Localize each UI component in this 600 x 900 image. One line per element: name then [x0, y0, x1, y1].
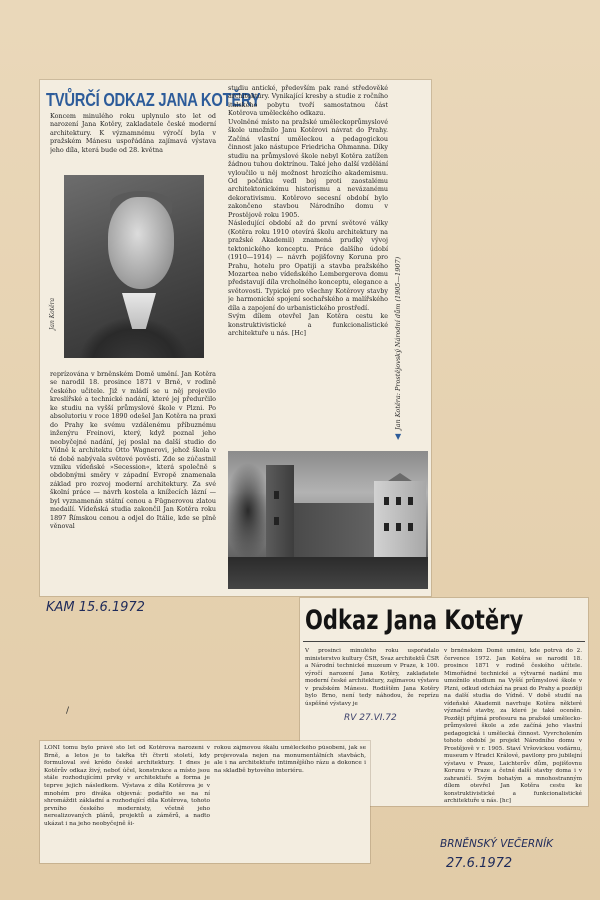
portrait-credit: Jan Kotěra — [49, 297, 56, 330]
handwritten-source-brnensky-vecernik: BRNĚNSKÝ VEČERNÍK — [440, 838, 554, 850]
clipping-2-col2: v brněnském Domě umění, kde potrvá do 2. července 1972. Jan Kotěra se narodil 18. prosince 1871 v rodině českého učitele. Mimořádné technické a výtvarné nadání mu umožnilo studium na Vyšší průmyslové škole v Plzni, odkud odchází na praxi do Prahy a později na další studia do Vídně. V době studií na vídeňské Akademii navrhuje Kotěra některé význačné stavby, za které je také oceněn. Později přijímá profesuru na pražské umělecko-průmyslové škole a zde začíná jeho vlastní pedagogická i umělecká činnost. Vyvrcholením tohoto období je projekt Národního domu v Prostějově v r. 1905. Staví Vršovickou vodárnu, museum v Hradci Králové, pavilony pro jubilejní výstavu v Praze, Laichterův dům, pojišťovnu Korunu v Praze a četné další stavby doma i v zahraničí. Svým bohatým a mnohostranným dílem otevřel Jan Kotěra cestu ke konstruktivistické a funkcionalistické architektuře u nás. [hc] — [444, 648, 582, 803]
handwritten-date-1972: 27.6.1972 — [446, 856, 513, 871]
handwritten-source-kam: KAM 15.6.1972 — [46, 600, 145, 615]
prostejov-national-house-photo — [228, 451, 428, 589]
clipping-2-col1: V prosinci minulého roku uspořádalo ministerstvo kultury ČSR, Svaz architektů ČSR a Národní technické muzeum v Praze, k 100. výročí narození Jana Kotěry, zakladatele moderní české architektury, zajímavou výstavu v pražském Mánesu. Rodištěm Jana Kotěry bylo Brno, není tedy náhodou, že reprízu úspěšné výstavy je — [305, 648, 439, 707]
handwritten-date-rv: RV 27.VI.72 — [344, 713, 397, 723]
caption-arrow-icon: ▼ — [395, 432, 402, 441]
clipping-1-title: TVŮRČÍ ODKAZ JANA KOTĚRY — [46, 90, 261, 110]
clipping-3-col1: LONI tomu bylo právě sto let od Kotěrova narození v Brně, a letos je to takřka tři čtvrti století, kdy formuloval své krédo české architektury. I dnes je Kotěrův odkaz živý, neboť účel, konstrukce a místo jsou stále rozhodujícími prvky v architektuře a forma je teprve jejich následkem. Výstava z díla Kotěrova je v mnohém pro diváka objevná: podařilo se na ní shromáždit základní a rozhodující díla Kotěrova, tohoto prvního českého modernisty, včetně jeho nerealizovaných plánů, projektů a záměrů, a nadto ukázat i na jeho neobyčejně ši- — [44, 745, 210, 827]
clipping-1-col1: reprízována v brněnském Domě umění. Jan Kotěra se narodil 18. prosince 1871 v Brně, v rodině českého učitele. Již v mládí se u něj projevilo kreslířské a technické nadání, které jej předurčilo ke studiu na vyšší průmyslové škole v Plzni. Po absolutoriu v roce 1890 odešel Jan Kotěra na praxi do Prahy ke svému vzdálenému příbuznému inženýru Freinovi, který, když poznal jeho neobyčejné nadání, jej poslal na další studio do Vídně k architektu Otto Wagnerovi, jehož škola v té době nabývala světové pověsti. Zde se zúčastnil vzniku vídeňské »Secession«, která společně s obdobnými směry v západní Evropě znamenala základ pro rozvoj moderní architektury. Za své školní práce — návrh kostela a knížecích lázní — byl vyznamenán státní cenou a Fügnerovou zlatou medailí. Vídeňská studia zakončil Jan Kotěra roku 1897 Římskou cenou a odjel do Itálie, kde se plně věnoval — [50, 370, 216, 531]
portrait-photo — [64, 175, 204, 358]
clipping-1-intro: Koncem minulého roku uplynulo sto let od narození Jana Kotěry, zakladatele české moderní architektury. K významnému výročí byla v pražském Mánesu uspořádána zajímavá výstava jeho díla, která bude od 28. května — [50, 112, 216, 154]
clipping-2-rule — [303, 641, 585, 642]
building-photo-caption: Jan Kotěra: Prostějovský Národní dům (1905—1907) — [394, 256, 402, 430]
clipping-3-col2: rokou zájmovou škálu uměleckého působení, jak se projevovala nejen na monumentálních stavbách, ale i na architektuře intimnějšího rázu a dokonce i na skladbě bytového interiéru. — [214, 745, 366, 774]
tick-mark: / — [66, 706, 70, 716]
clipping-2-title: Odkaz Jana Kotěry — [305, 605, 524, 636]
clipping-1-col2: studiu antické, především pak rané středověké architektury. Vynikající kresby a studie z ročního italského pobytu tvoří samostatnou část Kotěrova uměleckého odkazu. Uvolněné místo na pražské uměleckoprůmyslové škole umožnilo Janu Kotěrovi návrat do Prahy. Začíná vlastní uměleckou a pedagogickou činnost jako nástupce Friedricha Ohmanna. Díky studiu na průmyslové škole nebyl Kotěra zatížen žádnou tuhou doktrínou. Také jeho další vzdělání vyloučilo u něj možnost hrozícího akademismu. Od počátku vedl boj proti zaostalému architektonickému historismu a nevázanému dekorativismu. Kotěrovo secesní období bylo zakončeno stavbou Národního domu v Prostějově roku 1905. Následující období až do první světové války (Kotěra roku 1910 otevírá školu architektury na pražské Akademii) znamená prudký vývoj tektonického konceptu. Práce dalšího údobí (1910—1914) — návrh pojišťovny Koruna pro Prahu, hotelu pro Opatiji a stavba pražského Mozartea nebo vídeňského Lembergerova domu představují díla vrcholného konceptu, elegance a světovosti. Typické pro všechny Kotěrovy stavby je harmonické spojení sochařského a malířského díla a zapojení do urbanistického prostředí. Svým dílem otevřel Jan Kotěra cestu ke konstruktivistické a funkcionalistické architektuře u nás. [Hc] — [228, 84, 388, 338]
